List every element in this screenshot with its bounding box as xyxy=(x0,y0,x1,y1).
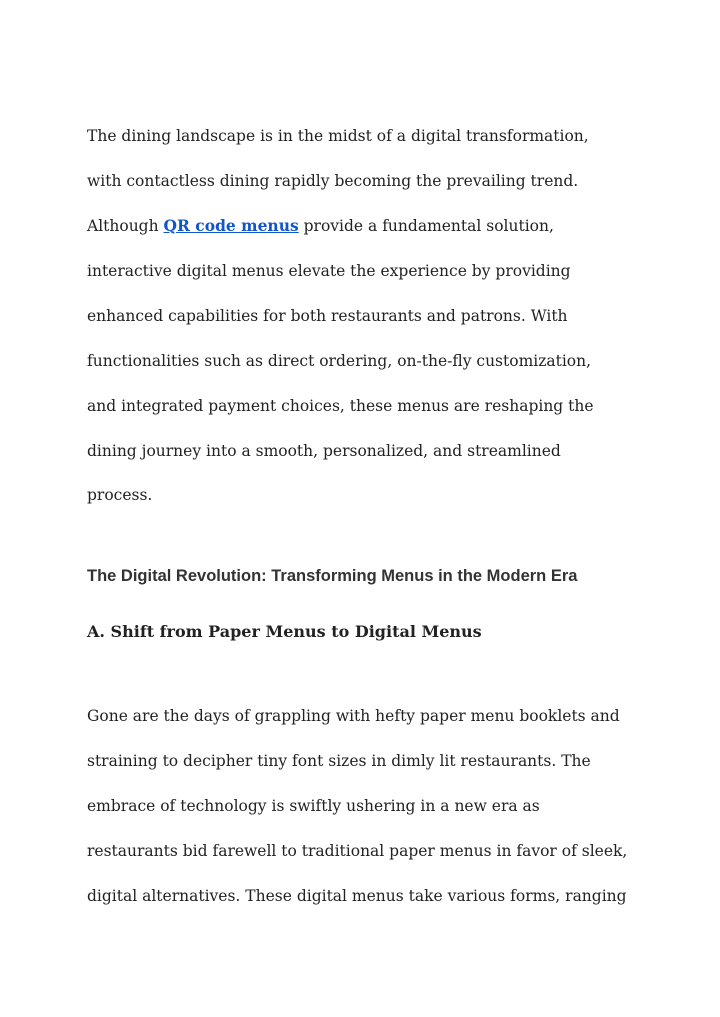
paragraph-1-line-5: enhanced capabilities for both restaurants and patrons. With xyxy=(87,307,568,325)
subsection-heading: A. Shift from Paper Menus to Digital Menus xyxy=(87,622,482,641)
paragraph-1-line-8: dining journey into a smooth, personalized, and streamlined xyxy=(87,442,561,460)
paragraph-1-line-7: and integrated payment choices, these menus are reshaping the xyxy=(87,397,594,415)
paragraph-2-line-1: Gone are the days of grappling with hefty paper menu booklets and xyxy=(87,707,620,725)
section-heading: The Digital Revolution: Transforming Menus in the Modern Era xyxy=(87,567,578,585)
paragraph-1-line-2: with contactless dining rapidly becoming the prevailing trend. xyxy=(87,172,579,190)
paragraph-1-line-3-before: Although xyxy=(87,217,164,235)
paragraph-1-line-1: The dining landscape is in the midst of a digital transformation, xyxy=(87,127,589,145)
paragraph-1-line-3 xyxy=(87,216,554,236)
paragraph-1-line-4: interactive digital menus elevate the experience by providing xyxy=(87,262,571,280)
paragraph-2-line-3: embrace of technology is swiftly ushering in a new era as xyxy=(87,797,540,815)
paragraph-2-line-2: straining to decipher tiny font sizes in dimly lit restaurants. The xyxy=(87,752,591,770)
paragraph-2-line-5: digital alternatives. These digital menus take various forms, ranging xyxy=(87,887,627,905)
paragraph-1-line-9: process. xyxy=(87,486,153,504)
qr-code-menus-link[interactable]: QR code menus xyxy=(163,216,299,235)
paragraph-2-line-4: restaurants bid farewell to traditional paper menus in favor of sleek, xyxy=(87,842,628,860)
paragraph-1-line-6: functionalities such as direct ordering, on-the-fly customization, xyxy=(87,352,592,370)
paragraph-1-line-3-after: provide a fundamental solution, xyxy=(298,217,554,235)
